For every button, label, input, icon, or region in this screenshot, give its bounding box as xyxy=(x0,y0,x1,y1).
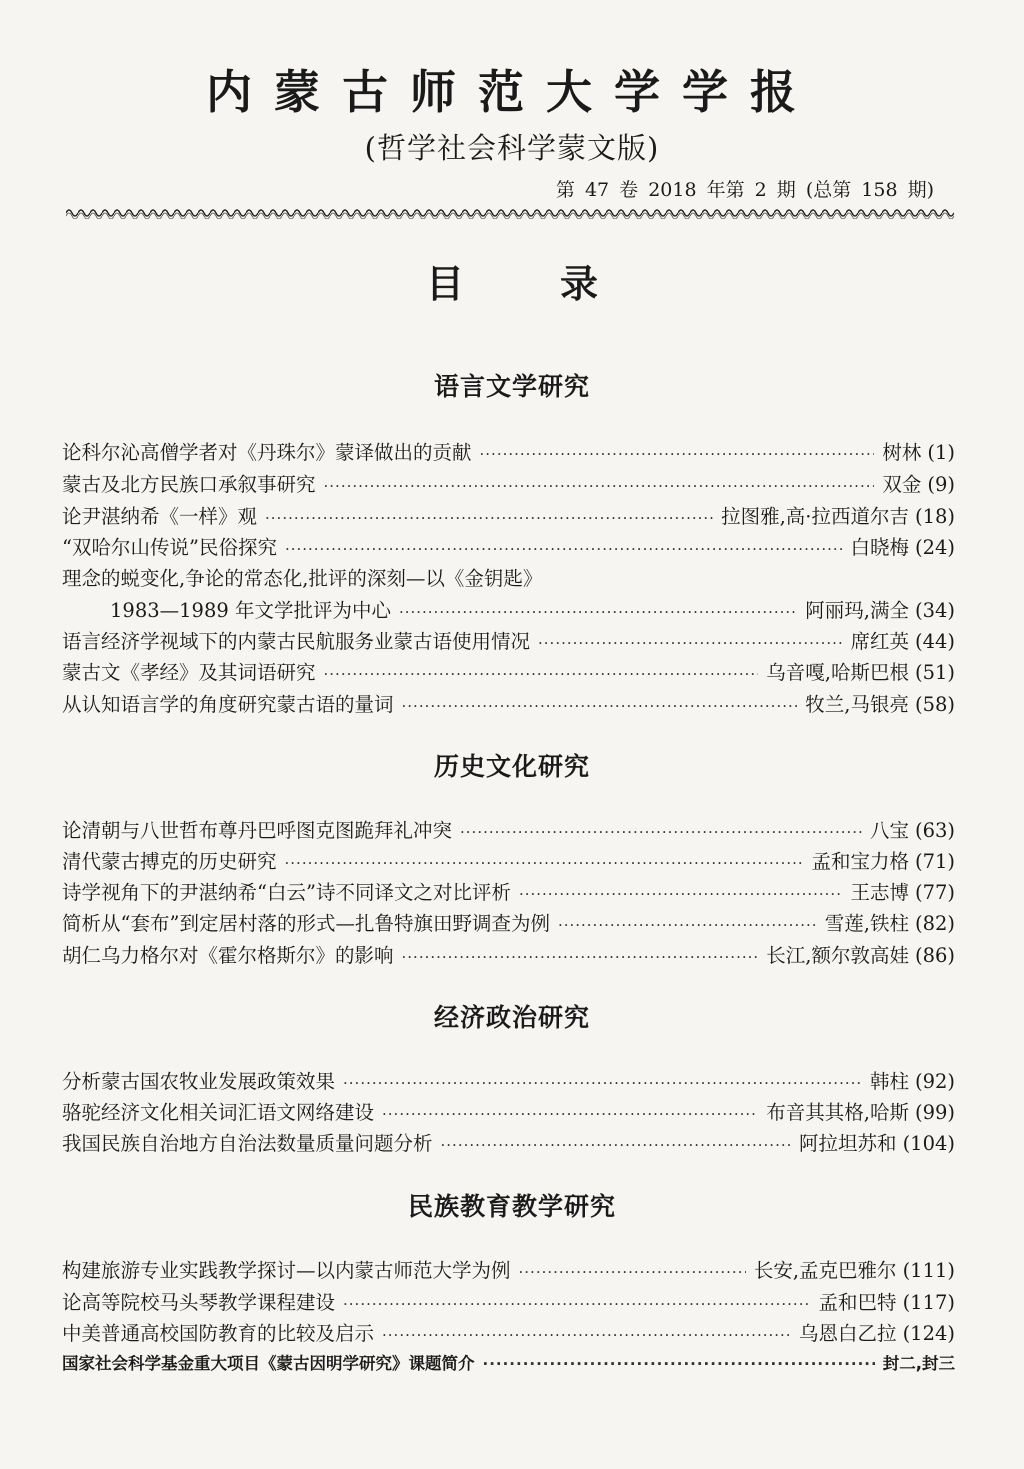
entry-author: 双金 xyxy=(882,473,922,496)
entry-author: 雪莲,铁柱 xyxy=(824,912,909,935)
entry-page: (92) xyxy=(914,1070,955,1093)
toc-entry[interactable] xyxy=(62,503,955,531)
journal-subtitle: (哲学社会科学蒙文版) xyxy=(364,131,660,165)
toc-entry[interactable] xyxy=(62,942,955,970)
toc-entry[interactable] xyxy=(62,691,955,719)
entry-page: (58) xyxy=(914,693,955,716)
entry-page: (124) xyxy=(902,1322,955,1345)
entry-page: (99) xyxy=(914,1101,955,1124)
entry-page: (18) xyxy=(914,505,955,528)
toc-entry[interactable] xyxy=(62,1289,955,1317)
journal-title: 内蒙古师范大学学报 xyxy=(206,65,818,119)
dot-leader xyxy=(519,1258,746,1286)
toc-entry[interactable] xyxy=(62,659,955,687)
dot-leader xyxy=(402,943,759,971)
entry-author: 布音其其格,哈斯 xyxy=(766,1101,909,1124)
entry-title: 论清朝与八世哲布尊丹巴呼图克图跪拜礼冲突 xyxy=(62,819,453,842)
dot-leader xyxy=(402,692,798,720)
entry-page: (117) xyxy=(902,1291,955,1314)
entry-title: 简析从“套布”到定居村落的形式—扎鲁特旗田野调查为例 xyxy=(62,912,550,935)
entry-author: 乌恩白乙拉 xyxy=(799,1322,897,1345)
entry-page: (82) xyxy=(914,912,955,935)
entry-page: (71) xyxy=(914,850,955,873)
toc-entry[interactable] xyxy=(62,879,955,907)
dot-leader xyxy=(382,1321,791,1349)
dot-leader xyxy=(324,472,875,500)
entry-page: (111) xyxy=(902,1259,955,1282)
dot-leader xyxy=(460,818,862,846)
dot-leader xyxy=(519,880,843,908)
toc-entry[interactable] xyxy=(62,471,955,499)
entry-title: 胡仁乌力格尔对《霍尔格斯尔》的影响 xyxy=(62,944,394,967)
entry-page: (44) xyxy=(914,630,955,653)
section-heading-economy-politics: 经济政治研究 xyxy=(433,1003,590,1032)
toc-entry[interactable] xyxy=(62,628,955,656)
contents-heading-char-2: 录 xyxy=(560,262,599,306)
entry-author: 韩柱 xyxy=(869,1070,909,1093)
entry-title: 语言经济学视域下的内蒙古民航服务业蒙古语使用情况 xyxy=(62,630,531,653)
toc-entry[interactable] xyxy=(62,1099,955,1127)
entry-author: 乌音嘎,哈斯巴根 xyxy=(766,661,909,684)
volume-issue-line: 第 47 卷 2018 年第 2 期 (总第 158 期) xyxy=(555,179,934,201)
entry-author: 拉图雅,高·拉西道尔吉 xyxy=(721,505,909,528)
entry-page: (1) xyxy=(927,441,955,464)
entry-author: 树林 xyxy=(882,441,922,464)
dot-leader xyxy=(441,1131,792,1159)
entry-title: 中美普通高校国防教育的比较及启示 xyxy=(62,1322,375,1345)
dot-leader xyxy=(265,504,713,532)
entry-title: 蒙古及北方民族口承叙事研究 xyxy=(62,473,316,496)
entry-author: 长江,额尔敦高娃 xyxy=(766,944,909,967)
toc-entry[interactable] xyxy=(62,1130,955,1158)
entry-title: 论高等院校马头琴教学课程建设 xyxy=(62,1291,336,1314)
toc-entry[interactable] xyxy=(62,1320,955,1348)
entry-page: (77) xyxy=(914,881,955,904)
entry-author: 席红英 xyxy=(850,630,909,653)
entry-location: 封二,封三 xyxy=(882,1354,955,1373)
dot-leader xyxy=(399,598,797,626)
dot-leader xyxy=(480,440,875,468)
toc-entry-project-intro[interactable] xyxy=(62,1350,955,1378)
toc-entry[interactable] xyxy=(62,848,955,876)
toc-entry[interactable] xyxy=(62,439,955,467)
entry-title: 清代蒙古搏克的历史研究 xyxy=(62,850,277,873)
entry-author: 阿丽玛,满全 xyxy=(805,599,909,622)
entry-title: 骆驼经济文化相关词汇语文网络建设 xyxy=(62,1101,375,1124)
contents-heading-char-1: 目 xyxy=(425,262,464,306)
entry-author: 牧兰,马银亮 xyxy=(805,693,909,716)
entry-title: 我国民族自治地方自治法数量质量问题分析 xyxy=(62,1132,433,1155)
dot-leader xyxy=(538,629,842,657)
toc-entry[interactable] xyxy=(62,817,955,845)
entry-page: (86) xyxy=(914,944,955,967)
entry-page: (63) xyxy=(914,819,955,842)
entry-author: 王志博 xyxy=(850,881,909,904)
toc-entry-continuation[interactable] xyxy=(110,597,955,625)
dot-leader xyxy=(382,1100,758,1128)
entry-title: 诗学视角下的尹湛纳希“白云”诗不同译文之对比评析 xyxy=(62,881,511,904)
entry-author: 长安,孟克巴雅尔 xyxy=(753,1259,897,1282)
entry-page: (9) xyxy=(927,473,955,496)
entry-title: “双哈尔山传说”民俗探究 xyxy=(62,536,277,559)
entry-author: 八宝 xyxy=(869,819,909,842)
dot-leader xyxy=(558,911,817,939)
dot-leader xyxy=(285,535,843,563)
entry-author: 白晓梅 xyxy=(850,536,909,559)
entry-title: 构建旅游专业实践教学探讨—以内蒙古师范大学为例 xyxy=(62,1259,511,1282)
section-heading-history-culture: 历史文化研究 xyxy=(433,752,590,781)
entry-title: 理念的蜕变化,争论的常态化,批评的深刻—以《金钥匙》 xyxy=(62,567,543,590)
entry-page: (51) xyxy=(914,661,955,684)
dot-leader xyxy=(324,660,759,688)
entry-title: 国家社会科学基金重大项目《蒙古因明学研究》课题简介 xyxy=(62,1354,475,1373)
toc-entry[interactable] xyxy=(62,1257,955,1285)
entry-author: 孟和巴特 xyxy=(818,1291,897,1314)
decorative-border xyxy=(66,207,954,219)
entry-title: 分析蒙古国农牧业发展政策效果 xyxy=(62,1070,336,1093)
entry-page: (34) xyxy=(914,599,955,622)
entry-author: 孟和宝力格 xyxy=(811,850,909,873)
contents-heading xyxy=(0,258,1024,310)
toc-entry[interactable] xyxy=(62,1068,955,1096)
entry-author: 阿拉坦苏和 xyxy=(799,1132,897,1155)
toc-entry[interactable] xyxy=(62,534,955,562)
entry-title: 从认知语言学的角度研究蒙古语的量词 xyxy=(62,693,394,716)
entry-page: (104) xyxy=(902,1132,955,1155)
dot-leader xyxy=(343,1069,862,1097)
entry-title: 蒙古文《孝经》及其词语研究 xyxy=(62,661,316,684)
toc-entry[interactable] xyxy=(62,910,955,938)
dot-leader xyxy=(285,849,804,877)
section-heading-language-literature: 语言文学研究 xyxy=(433,372,590,401)
entry-page: (24) xyxy=(914,536,955,559)
section-heading-ethnic-education: 民族教育教学研究 xyxy=(407,1192,616,1221)
entry-title: 论科尔沁高僧学者对《丹珠尔》蒙译做出的贡献 xyxy=(62,441,472,464)
entry-title: 1983—1989 年文学批评为中心 xyxy=(110,599,391,622)
entry-title: 论尹湛纳希《一样》观 xyxy=(62,505,258,528)
dot-leader xyxy=(343,1290,811,1318)
toc-entry-first-line[interactable] xyxy=(62,565,955,593)
dot-leader xyxy=(483,1350,875,1378)
